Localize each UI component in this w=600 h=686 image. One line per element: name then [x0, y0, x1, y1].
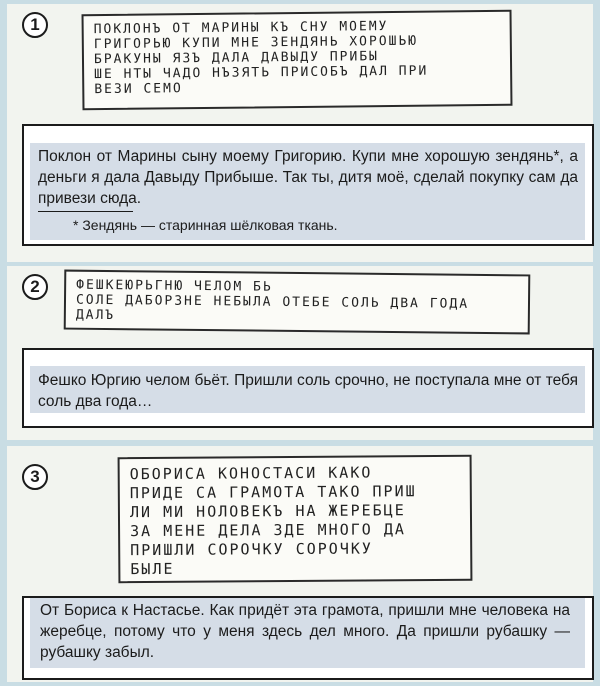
manuscript-line: СОЛЕ ДАБОРЗНЕ НЕБЫЛА ОТЕБЕ СОЛЬ ДВА ГОДА [75, 292, 470, 312]
manuscript-line: ОБОРИСА КОНОСТАСИ КАКО [129, 463, 373, 484]
manuscript-line: ПРИДЕ СА ГРАМОТА ТАКО ПРИШ [129, 482, 417, 503]
manuscript-line: ДАЛЪ [75, 307, 116, 324]
item-1-number: 1 [22, 12, 48, 38]
item-3-number: 3 [22, 464, 48, 490]
manuscript-line: ШЕ НТЫ ЧАДО НЪЗЯТЬ ПРИСОБЪ ДАЛ ПРИ [94, 63, 429, 83]
manuscript-line: ФЕШКЕЮРЬГНЮ ЧЕЛОМ БЬ [76, 277, 273, 295]
manuscript-line: БЫЛЕ [130, 559, 175, 579]
manuscript-line: ПОКЛОНЪ ОТ МАРИНЫ КЪ СНУ МОЕМУ [93, 19, 389, 38]
manuscript-line: ПРИШЛИ СОРОЧКУ СОРОЧКУ [130, 539, 373, 560]
item-1-footnote: * Зендянь — старинная шёлковая ткань. [73, 217, 338, 233]
manuscript-line: БРАКУНЫ ЯЗЪ ДАЛА ДАВЫДУ ПРИБЫ [93, 49, 380, 68]
item-2-translation: Фешко Юргию челом бьёт. Пришли соль срочно, не поступала мне от тебя соль два года… [38, 372, 578, 410]
manuscript-line: ВЕЗИ СЕМО [94, 81, 183, 98]
item-1-manuscript [82, 10, 513, 110]
manuscript-line: ЗА МЕНЕ ДЕЛА ЗДЕ МНОГО ДА [130, 520, 406, 541]
manuscript-line: ГРИГОРЬЮ КУПИ МНЕ ЗЕНДЯНЬ ХОРОШЬЮ [93, 33, 419, 53]
item-3-manuscript [118, 455, 473, 583]
manuscript-line: ЛИ МИ НОЛОВЕКЪ НА ЖЕРЕБЦЕ [129, 501, 406, 522]
item-2-manuscript [64, 270, 531, 335]
footnote-rule [38, 211, 133, 212]
item-2-number: 2 [22, 274, 48, 300]
item-3-translation: От Бориса к Настасье. Как придёт эта грамота, пришли мне человека на жеребце, потому что у меня здесь дел много. Да пришли рубашку — рубашку забыл. [40, 602, 570, 661]
item-1-translation: Поклон от Марины сыну моему Григорию. Купи мне хорошую зендянь*, а деньги я дала Давыду Прибыше. Так ты, дитя моё, сделай покупку сам да привези сюда. [38, 148, 578, 207]
